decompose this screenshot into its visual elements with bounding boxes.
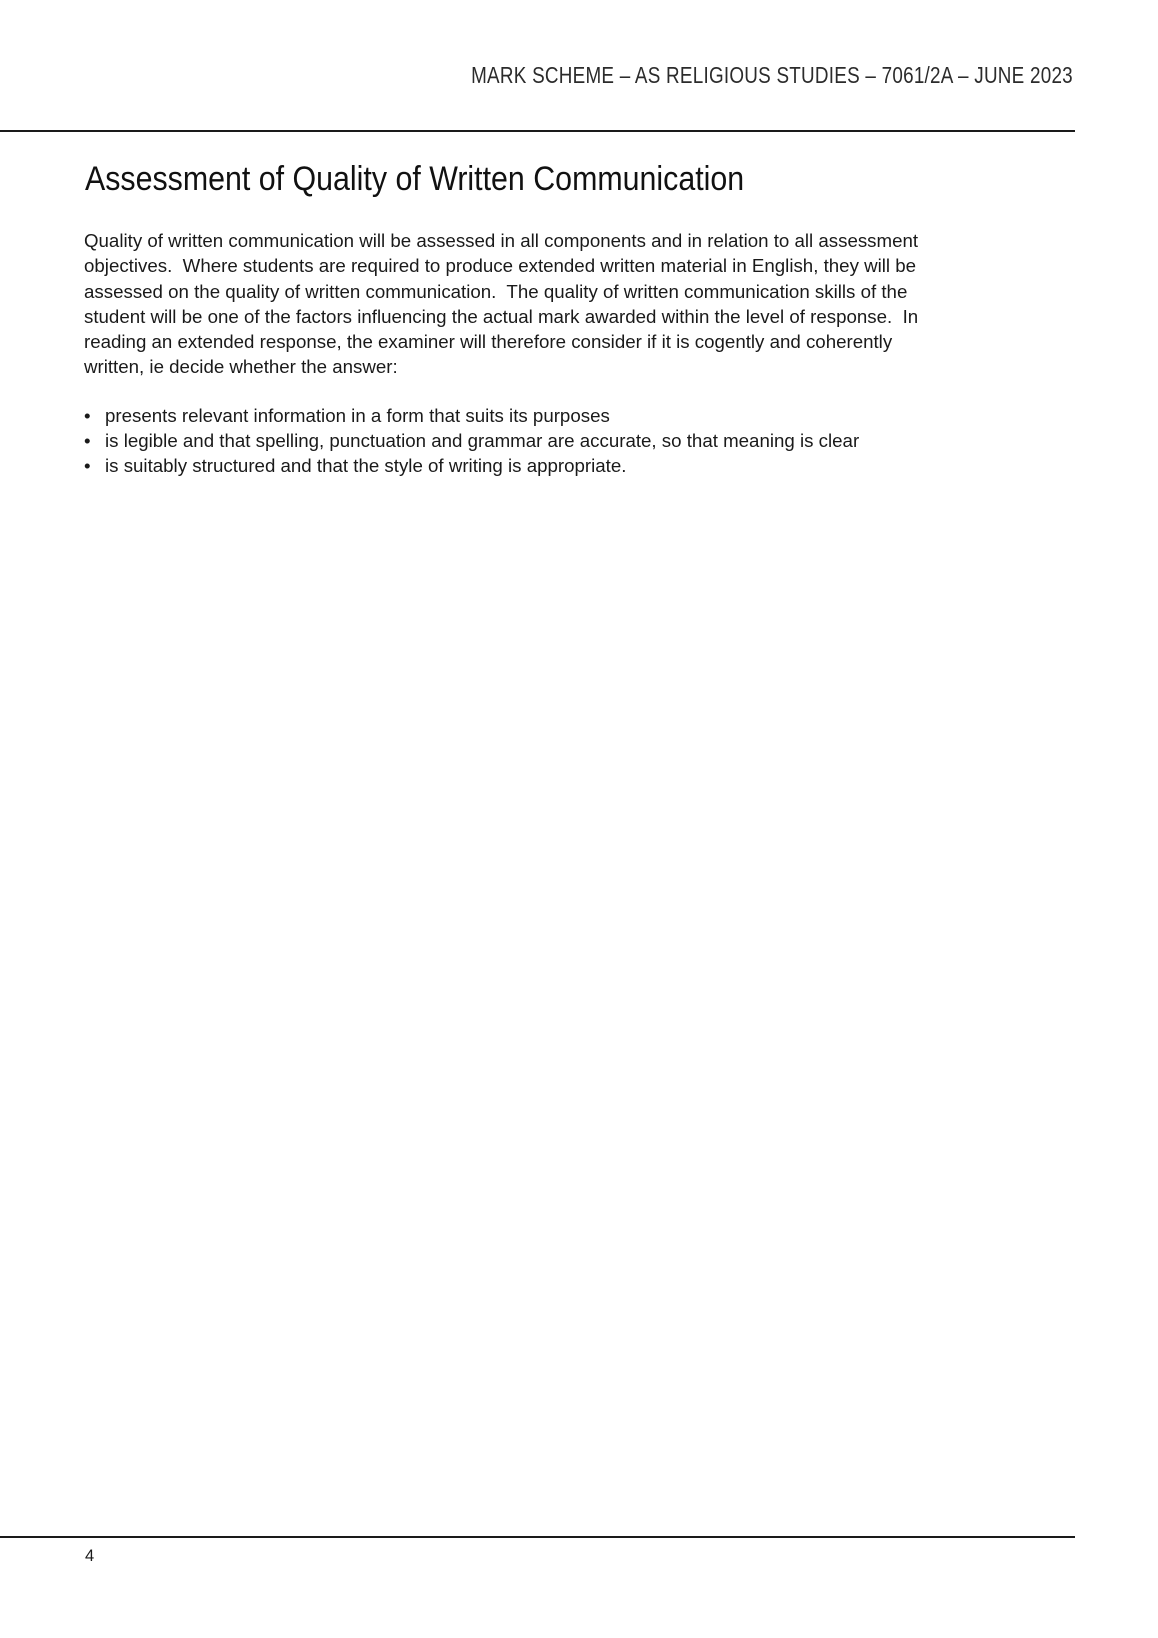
intro-paragraph — [84, 228, 918, 380]
bullet-text: presents relevant information in a form that suits its purposes — [105, 405, 610, 426]
paragraph-line: assessed on the quality of written communication. The quality of written communication skills of the — [84, 280, 908, 302]
bullet-marker: • — [84, 455, 91, 476]
page-header-title: MARK SCHEME – AS RELIGIOUS STUDIES – 7061/2A – JUNE 2023 — [471, 62, 1073, 88]
list-item — [84, 428, 859, 453]
paragraph-line: objectives. Where students are required to produce extended written material in English, they will be — [84, 255, 917, 277]
paragraph-line: written, ie decide whether the answer: — [84, 356, 398, 378]
bullet-text: is legible and that spelling, punctuation and grammar are accurate, so that meaning is clear — [105, 430, 860, 451]
qwc-bullet-list — [84, 403, 859, 478]
page-number: 4 — [85, 1547, 95, 1565]
section-heading: Assessment of Quality of Written Communication — [85, 160, 745, 198]
bullet-marker: • — [84, 430, 91, 451]
paragraph-line: Quality of written communication will be assessed in all components and in relation to all assessment — [84, 230, 919, 251]
list-item — [84, 403, 859, 428]
paragraph-line: reading an extended response, the examiner will therefore consider if it is cogently and coherently — [84, 331, 893, 353]
bullet-marker: • — [84, 405, 91, 426]
bullet-text: is suitably structured and that the style of writing is appropriate. — [105, 455, 627, 476]
footer-divider — [0, 1536, 1075, 1538]
paragraph-line: student will be one of the factors influencing the actual mark awarded within the level of response. In — [84, 305, 919, 327]
list-item — [84, 453, 859, 478]
header-divider — [0, 130, 1075, 132]
